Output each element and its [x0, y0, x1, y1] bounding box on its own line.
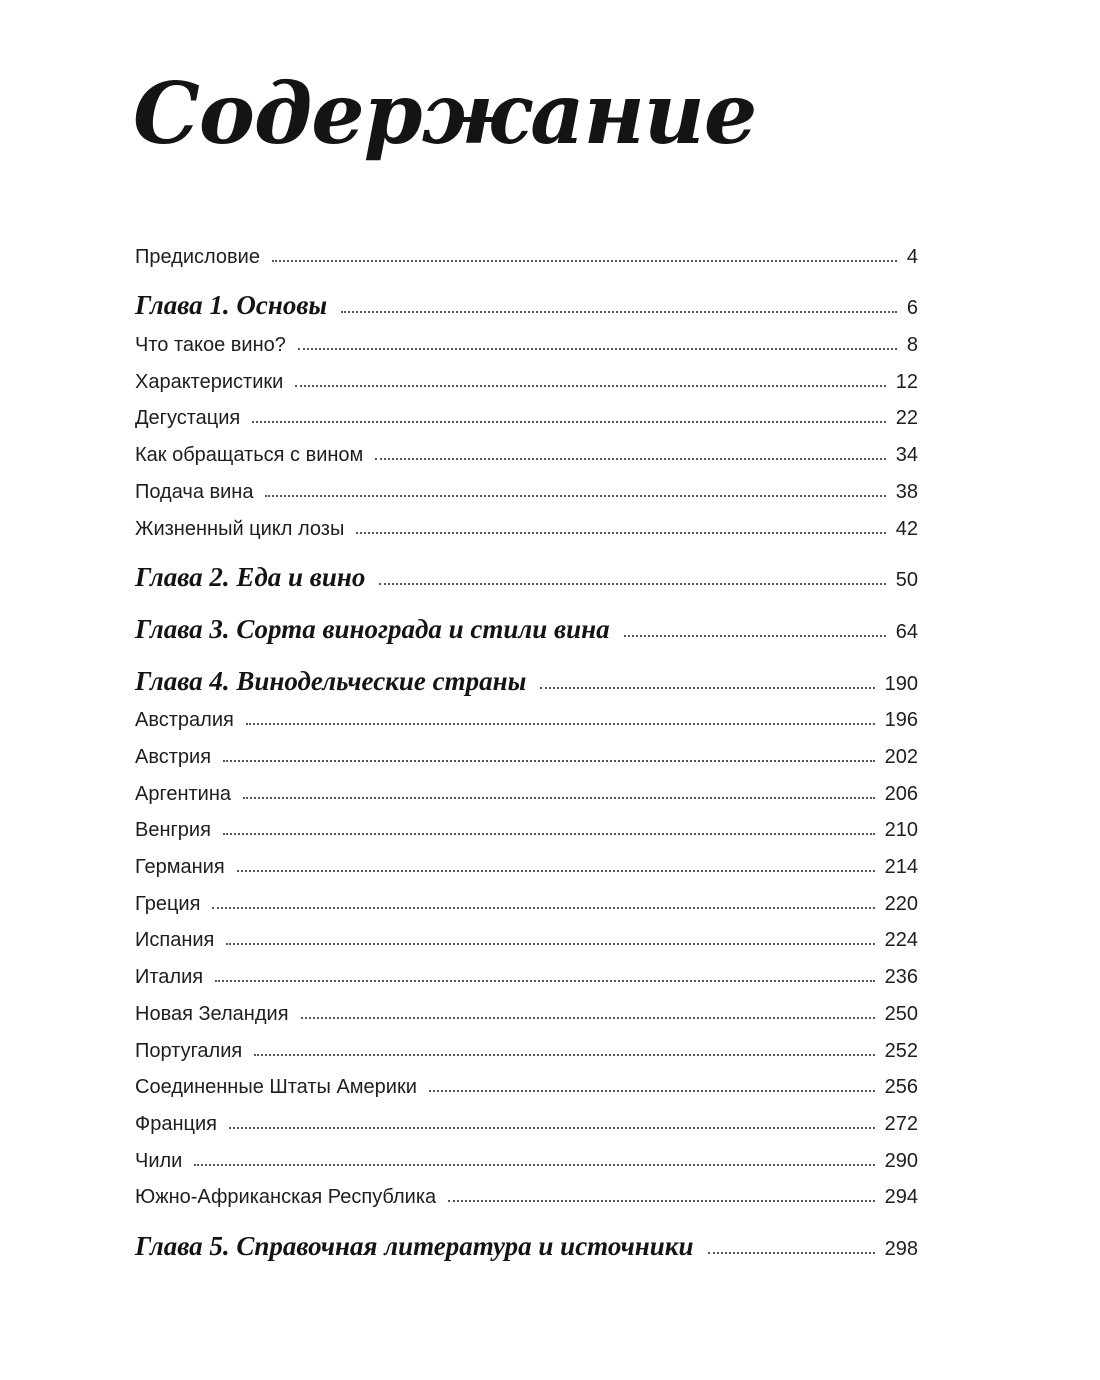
toc-entry-page: 42	[895, 518, 918, 540]
toc-entry-page: 34	[895, 444, 918, 466]
toc-entry-label: Австрия	[135, 746, 212, 768]
toc-entry-label: Австралия	[135, 709, 234, 731]
toc-entry-page: 236	[884, 966, 918, 988]
toc-entry-page: 250	[884, 1003, 918, 1025]
toc-entry[interactable]	[135, 369, 918, 395]
dot-leader	[298, 348, 897, 350]
dot-leader	[237, 870, 875, 872]
toc-entry-label: Южно-Африканская Республика	[135, 1186, 437, 1208]
dot-leader	[295, 385, 885, 387]
dot-leader	[246, 723, 875, 725]
toc-chapter-page: 6	[906, 297, 918, 319]
dot-leader	[194, 1164, 874, 1166]
dot-leader	[223, 760, 875, 762]
dot-leader	[356, 532, 885, 534]
toc-entry-label: Предисловие	[135, 246, 260, 268]
dot-leader	[265, 495, 885, 497]
toc-entry[interactable]	[135, 1184, 918, 1210]
toc-entry-page: 22	[895, 407, 918, 429]
dot-leader	[375, 458, 885, 460]
toc-entry[interactable]	[135, 781, 918, 807]
toc-chapter-3[interactable]	[135, 612, 918, 646]
toc-chapter-page: 50	[895, 569, 918, 591]
toc-entry[interactable]	[135, 854, 918, 880]
toc-chapter-5[interactable]	[135, 1229, 918, 1263]
toc-entry-page: 12	[895, 371, 918, 393]
dot-leader	[429, 1090, 875, 1092]
toc-entry[interactable]	[135, 1038, 918, 1064]
toc-chapter-page: 64	[895, 621, 918, 643]
toc-entry-label: Чили	[135, 1150, 183, 1172]
toc-entry[interactable]	[135, 817, 918, 843]
toc-entry[interactable]	[135, 516, 918, 542]
toc-entry-label: Соединенные Штаты Америки	[135, 1076, 417, 1098]
page-title: Содержание	[133, 64, 757, 163]
dot-leader	[212, 907, 874, 909]
dot-leader	[301, 1017, 875, 1019]
toc-entry-page: 252	[884, 1040, 918, 1062]
dot-leader	[624, 635, 886, 637]
toc-entry-page: 294	[884, 1186, 918, 1208]
toc-chapter-2[interactable]	[135, 560, 918, 594]
toc-entry-label: Венгрия	[135, 819, 211, 841]
toc-entry-page: 8	[906, 334, 918, 356]
toc-chapter-label: Глава 2. Еда и вино	[135, 562, 366, 592]
toc-entry[interactable]	[135, 744, 918, 770]
toc-entry-page: 38	[895, 481, 918, 503]
toc-entry[interactable]	[135, 405, 918, 431]
dot-leader	[229, 1127, 875, 1129]
toc-entry-label: Греция	[135, 893, 201, 915]
toc-entry[interactable]	[135, 1001, 918, 1027]
dot-leader	[226, 943, 874, 945]
toc-entry-label: Испания	[135, 929, 215, 951]
toc-entry-page: 290	[884, 1150, 918, 1172]
toc-chapter-label: Глава 3. Сорта винограда и стили вина	[135, 614, 610, 644]
dot-leader	[272, 260, 897, 262]
dot-leader	[215, 980, 875, 982]
toc-entry-label: Характеристики	[135, 371, 284, 393]
toc-entry-label: Франция	[135, 1113, 217, 1135]
toc-chapter-label: Глава 4. Винодельческие страны	[135, 666, 527, 696]
toc-entry-label: Что такое вино?	[135, 334, 286, 356]
dot-leader	[252, 421, 885, 423]
toc-entry-page: 214	[884, 856, 918, 878]
toc-chapter-page: 190	[884, 673, 918, 695]
toc-entry-page: 272	[884, 1113, 918, 1135]
toc-entry-label: Аргентина	[135, 783, 231, 805]
toc-chapter-label: Глава 5. Справочная литература и источники	[135, 1231, 694, 1261]
toc-entry-preface[interactable]	[135, 244, 918, 270]
toc-entry-page: 220	[884, 893, 918, 915]
toc-chapter-label: Глава 1. Основы	[135, 290, 328, 320]
toc-entry[interactable]	[135, 964, 918, 990]
toc-entry-page: 202	[884, 746, 918, 768]
dot-leader	[254, 1054, 874, 1056]
toc-chapter-1[interactable]	[135, 288, 918, 322]
dot-leader	[448, 1200, 874, 1202]
toc-entry[interactable]	[135, 1148, 918, 1174]
toc-entry[interactable]	[135, 1111, 918, 1137]
toc-entry-label: Подача вина	[135, 481, 254, 503]
toc-chapter-4[interactable]	[135, 664, 918, 698]
toc-entry-label: Португалия	[135, 1040, 243, 1062]
toc-entry-label: Италия	[135, 966, 204, 988]
toc-entry[interactable]	[135, 442, 918, 468]
dot-leader	[540, 687, 874, 689]
toc-entry[interactable]	[135, 707, 918, 733]
toc-entry-label: Как обращаться с вином	[135, 444, 364, 466]
dot-leader	[379, 583, 885, 585]
toc-entry[interactable]	[135, 927, 918, 953]
toc-entry-page: 206	[884, 783, 918, 805]
dot-leader	[341, 311, 897, 313]
toc-entry[interactable]	[135, 1074, 918, 1100]
toc-entry[interactable]	[135, 332, 918, 358]
toc-entry-label: Германия	[135, 856, 225, 878]
toc-entry-page: 224	[884, 929, 918, 951]
dot-leader	[223, 833, 875, 835]
toc-entry-page: 210	[884, 819, 918, 841]
toc-entry-page: 4	[906, 246, 918, 268]
toc-entry-label: Жизненный цикл лозы	[135, 518, 345, 540]
dot-leader	[708, 1252, 875, 1254]
toc-entry-page: 196	[884, 709, 918, 731]
dot-leader	[243, 797, 875, 799]
toc-entry[interactable]	[135, 479, 918, 505]
toc-chapter-page: 298	[884, 1238, 918, 1260]
toc-entry[interactable]	[135, 891, 918, 917]
toc-entry-label: Дегустация	[135, 407, 241, 429]
toc-entry-page: 256	[884, 1076, 918, 1098]
toc-entry-label: Новая Зеландия	[135, 1003, 289, 1025]
